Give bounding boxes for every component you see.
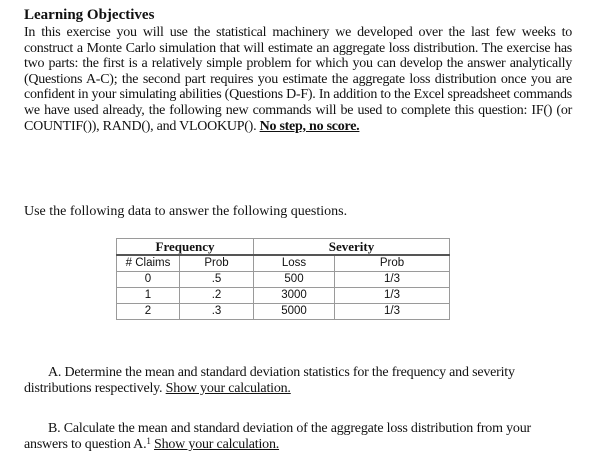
table-cell: .2 [180,288,254,304]
question-b-show-calculation: Show your calculation. [154,437,280,452]
question-a-text: A. Determine the mean and standard deviation statistics for the frequency and severity distributions respectively. [24,365,515,396]
question-a [24,365,572,397]
table-row [117,272,450,288]
question-b-text: B. Calculate the mean and standard deviation of the aggregate loss distribution from your answers to question A. [24,421,531,452]
question-b [24,421,572,453]
column-header-frequency-prob: Prob [180,255,254,272]
table-cell: 2 [117,304,180,320]
table-cell: 5000 [254,304,335,320]
question-a-show-calculation: Show your calculation. [165,381,291,396]
column-header-severity-prob: Prob [335,255,450,272]
table-cell: 500 [254,272,335,288]
data-instruction: Use the following data to answer the following questions. [24,204,348,219]
table-row [117,304,450,320]
table-cell: .5 [180,272,254,288]
table-cell: .3 [180,304,254,320]
severity-group-header: Severity [254,239,450,256]
table-column-header-row [117,255,450,272]
table-cell: 1/3 [335,272,450,288]
column-header-claims: # Claims [117,255,180,272]
table-cell: 1/3 [335,304,450,320]
table-group-header-row [117,239,450,256]
intro-emphasis: No step, no score. [259,118,360,134]
table-cell: 1/3 [335,288,450,304]
footnote-marker: 1 [146,436,151,446]
intro-paragraph [24,25,572,134]
frequency-severity-table [116,238,450,320]
table-cell: 1 [117,288,180,304]
table-cell: 0 [117,272,180,288]
table-cell: 3000 [254,288,335,304]
column-header-loss: Loss [254,255,335,272]
frequency-group-header: Frequency [117,239,254,256]
section-heading: Learning Objectives [24,7,155,23]
intro-text: In this exercise you will use the statistical machinery we developed over the last few weeks to construct a Monte Carlo simulation that will estimate an aggregate loss distribution. The exercise has two parts: the first is a relatively simple problem for which you can develop the answer analytically (Questions A-C); the second part requires you estimate the aggregate loss distribution once you are confident in your simulating abilities (Questions D-F). In addition to the Excel spreadsheet commands we have used already, the following new commands will be used to complete this question: IF() (or COUNTIF()), RAND(), and VLOOKUP(). [24,25,572,134]
table-row [117,288,450,304]
